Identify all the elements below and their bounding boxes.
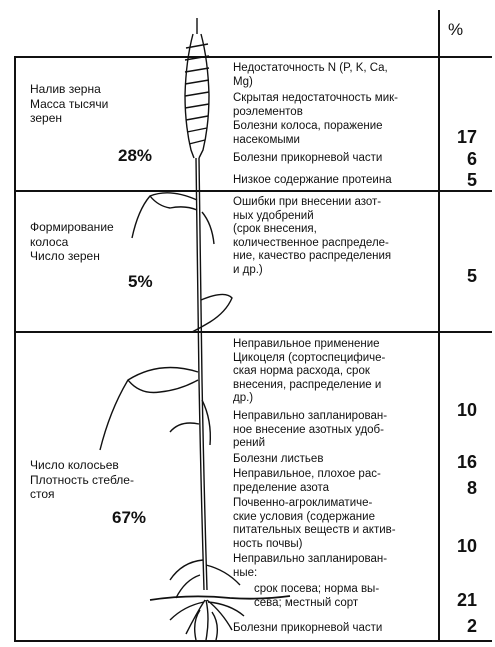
factor-percent: 17 [456, 127, 477, 147]
factor-text: Неправильно запланирован- ное внесение азотных удоб- рений [233, 410, 388, 450]
factor-percent: 6 [466, 149, 477, 169]
factor-text: срок посева; норма вы- сева; местный сорт [254, 583, 380, 609]
factor-text: Неправильно запланирован- ные: [233, 553, 388, 579]
factor-text: Болезни листьев [233, 453, 324, 465]
stage-label-grain-filling: Налив зерна Масса тысячи зерен [30, 82, 109, 125]
stage-label-ear-formation: Формирование колоса Число зерен [30, 220, 114, 263]
factor-text: Недостаточность N (P, K, Ca, Mg) [233, 62, 388, 88]
factor-percent: 8 [466, 478, 477, 498]
stage-share-ear-formation: 5% [128, 272, 153, 291]
factor-text: Неправильное, плохое рас- пределение азота [233, 468, 381, 494]
factor-text: Скрытая недостаточность мик- роэлементов [233, 92, 398, 118]
factor-percent: 5 [466, 266, 477, 286]
factor-text: Болезни прикорневой части [233, 622, 383, 634]
stage-share-ear-count: 67% [112, 508, 147, 527]
factor-percent: 2 [466, 616, 477, 636]
stage-share-grain-filling: 28% [118, 146, 153, 165]
factor-percent: 5 [466, 170, 477, 190]
factor-percent: 10 [456, 536, 477, 556]
factor-percent: 16 [456, 452, 477, 472]
percent-column-header: % [448, 20, 464, 39]
stage-label-ear-count: Число колосьев Плотность стебле- стоя [30, 458, 134, 501]
factor-text: Низкое содержание протеина [233, 174, 392, 186]
factor-text: Болезни прикорневой части [233, 152, 383, 164]
factor-text: Неправильное применение Цикоцеля (сортоспецифиче- ская норма расхода, срок внесения, распределение и др.) [233, 338, 386, 405]
factor-text: Болезни колоса, поражение насекомыми [233, 120, 383, 146]
factor-text: Почвенно-агроклиматиче- ские условия (содержание питательных веществ и актив- ность почвы) [233, 497, 396, 550]
factor-percent: 10 [456, 400, 477, 420]
factor-text: Ошибки при внесении азот- ных удобрений (срок внесения, количественное распределе- ние, качество распределения и др.) [233, 196, 392, 276]
factor-percent: 21 [456, 590, 477, 610]
